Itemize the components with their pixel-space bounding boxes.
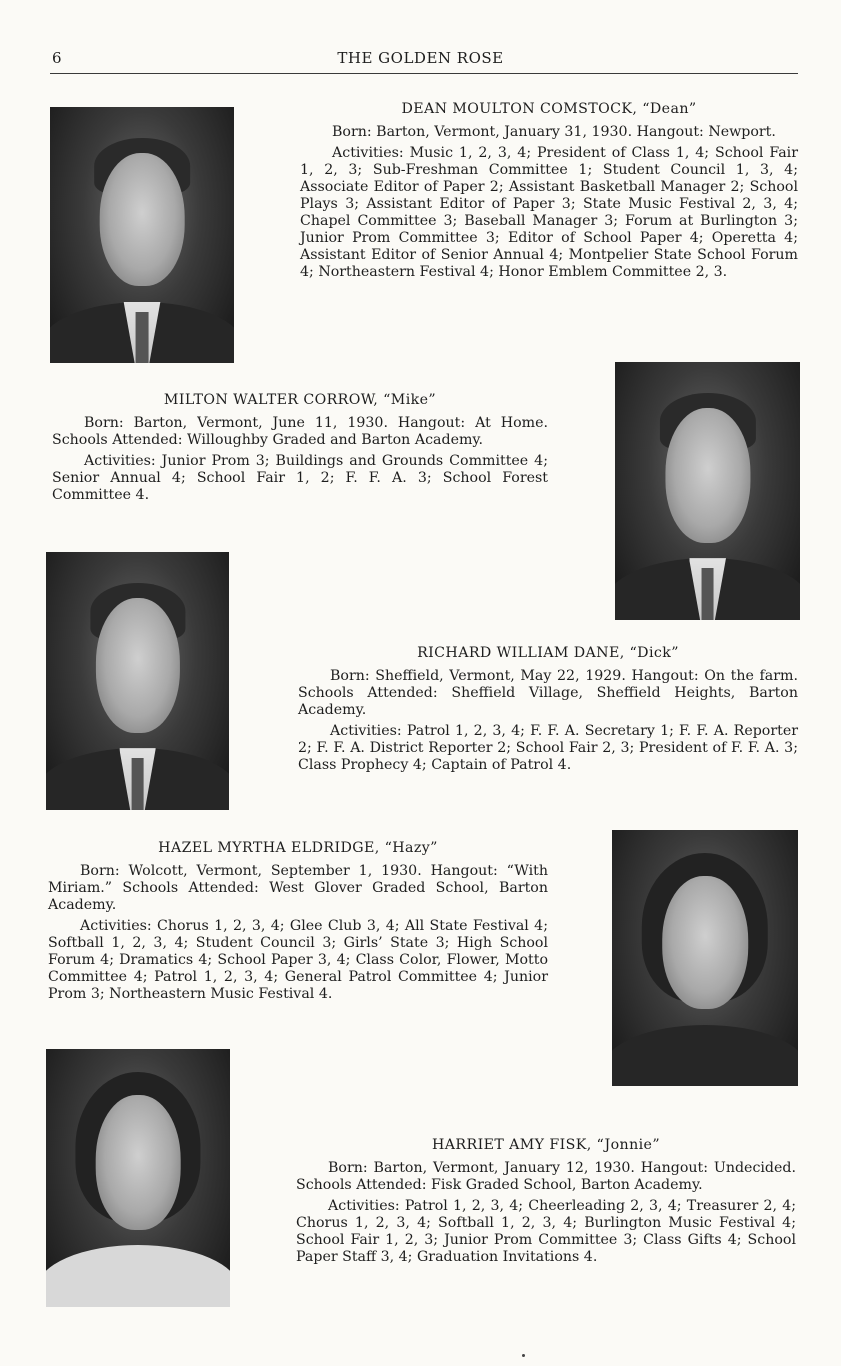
running-head-title: THE GOLDEN ROSE: [337, 49, 504, 67]
portrait-face: [100, 153, 185, 286]
portrait-hazel-eldridge: [612, 830, 798, 1086]
portrait-tie: [136, 312, 149, 363]
bio-harriet-fisk: [296, 1137, 796, 1266]
student-born: Born: Barton, Vermont, January 12, 1930. Hangout: Undecided. Schools Attended: Fisk Graded School, Barton Academy.: [296, 1160, 796, 1193]
student-born: Born: Barton, Vermont, June 11, 1930. Hangout: At Home. Schools Attended: Willoughby Graded and Barton Academy.: [52, 415, 548, 448]
print-speck: [522, 1354, 525, 1357]
student-name: DEAN MOULTON COMSTOCK, “Dean”: [401, 101, 697, 117]
bio-dean-comstock: [300, 101, 798, 281]
student-name: HAZEL MYRTHA ELDRIDGE, “Hazy”: [158, 840, 438, 856]
portrait-face: [96, 1095, 181, 1229]
student-born: Born: Sheffield, Vermont, May 22, 1929. Hangout: On the farm. Schools Attended: Sheffield Village, Sheffield Heights, Barton Academy.: [298, 668, 798, 718]
student-name: MILTON WALTER CORROW, “Mike”: [163, 392, 437, 408]
bio-richard-dane: [298, 645, 798, 774]
portrait-harriet-fisk: [46, 1049, 230, 1307]
student-activities: Activities: Patrol 1, 2, 3, 4; Cheerleading 2, 3, 4; Treasurer 2, 4; Chorus 1, 2, 3, 4; Softball 1, 2, 3, 4; Burlington Music Festival 4; School Fair 1, 2, 3; Junior Prom Committee 3; Class Gifts 4; School Paper Staff 3, 4; Graduation Invitations 4.: [296, 1198, 796, 1265]
student-activities: Activities: Chorus 1, 2, 3, 4; Glee Club 3, 4; All State Festival 4; Softball 1, 2, 3, 4; Student Council 3; Girls’ State 3; High School Forum 4; Dramatics 4; School Paper 3, 4; Class Color, Flower, Motto Committee 4; Patrol 1, 2, 3, 4; General Patrol Committee 4; Junior Prom 3; Northeastern Music Festival 4.: [48, 918, 548, 1002]
portrait-shoulders: [612, 1025, 798, 1086]
student-born: Born: Wolcott, Vermont, September 1, 1930. Hangout: “With Miriam.” Schools Attended: West Glover Graded School, Barton Academy.: [48, 863, 548, 913]
portrait-face: [665, 408, 750, 542]
student-activities: Activities: Music 1, 2, 3, 4; President of Class 1, 4; School Fair 1, 2, 3; Sub-Freshman Committee 1; Student Council 1, 3, 4; Associate Editor of Paper 2; Assistant Basketball Manager 2; School Plays 3; Assistant Editor of Paper 3; State Music Festival 2, 3, 4; Chapel Committee 3; Baseball Manager 3; Forum at Burlington 3; Junior Prom Committee 3; Editor of School Paper 4; Operetta 4; Assistant Editor of Senior Annual 4; Montpelier State School Forum 4; Northeastern Festival 4; Honor Emblem Committee 2, 3.: [300, 145, 798, 280]
portrait-tie: [701, 568, 714, 620]
portrait-dean-comstock: [50, 107, 234, 363]
portrait-tie: [131, 758, 144, 810]
portrait-richard-dane: [46, 552, 229, 810]
portrait-face: [662, 876, 748, 1009]
header-rule: [50, 73, 798, 74]
student-name: RICHARD WILLIAM DANE, “Dick”: [417, 645, 679, 661]
student-born: Born: Barton, Vermont, January 31, 1930. Hangout: Newport.: [332, 124, 776, 140]
student-name: HARRIET AMY FISK, “Jonnie”: [431, 1137, 661, 1153]
student-activities: Activities: Junior Prom 3; Buildings and Grounds Committee 4; Senior Annual 4; School Fair 1, 2; F. F. A. 3; School Forest Committee 4.: [52, 453, 548, 503]
bio-milton-corrow: [52, 392, 548, 504]
portrait-milton-corrow: [615, 362, 800, 620]
portrait-shoulders: [46, 1245, 230, 1307]
page-number: 6: [52, 49, 62, 67]
bio-hazel-eldridge: [48, 840, 548, 1003]
student-activities: Activities: Patrol 1, 2, 3, 4; F. F. A. Secretary 1; F. F. A. Reporter 2; F. F. A. District Reporter 2; School Fair 2, 3; President of F. F. A. 3; Class Prophecy 4; Captain of Patrol 4.: [298, 723, 798, 773]
portrait-face: [95, 598, 179, 732]
